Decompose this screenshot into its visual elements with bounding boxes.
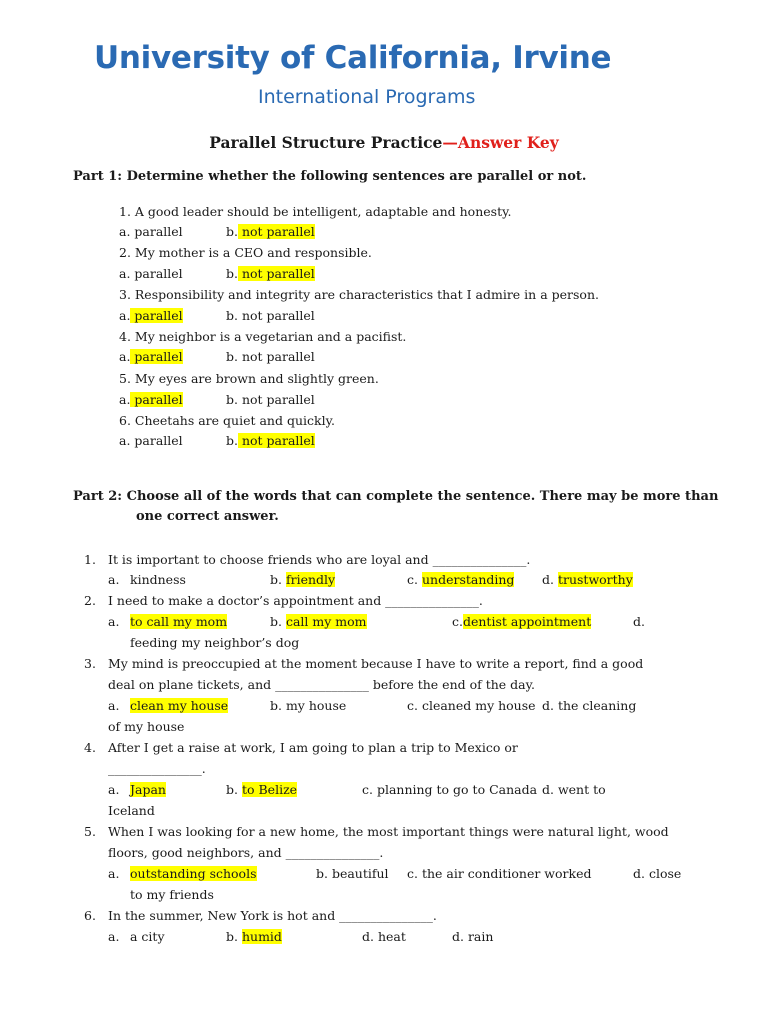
part2-q3-text-line2: deal on plane tickets, and _______________ before the end of the day. <box>108 677 535 692</box>
part2-q1-option-d <box>542 572 633 588</box>
highlighted-answer: outstanding schools <box>130 866 257 881</box>
highlighted-answer: parallel <box>130 349 183 364</box>
option-label: b. <box>226 929 238 944</box>
part2-q3-option-d: d. the cleaning <box>542 698 637 713</box>
part2-q6-option-c: d. heat <box>362 929 406 944</box>
part1-q1-option-a: a. parallel <box>119 224 183 239</box>
part2-q4-option-b <box>226 782 297 798</box>
part2-q6-number: 6. <box>84 908 96 923</box>
part1-q2-option-a: a. parallel <box>119 266 183 281</box>
part1-q1-option-b <box>226 224 315 240</box>
part2-q4-option-d-cont: Iceland <box>108 803 155 818</box>
part1-heading: Part 1: Determine whether the following sentences are parallel or not. <box>73 169 587 184</box>
part2-q5-option-a-label: a. <box>108 866 120 881</box>
part2-q1-option-c <box>407 572 514 588</box>
option-label: c. <box>452 614 463 629</box>
part2-q2-option-d: feeding my neighbor’s dog <box>130 635 300 650</box>
part1-question-4: 4. My neighbor is a vegetarian and a pacifist. <box>119 329 407 344</box>
part2-q5-option-d-cont: to my friends <box>130 887 214 902</box>
part1-q6-option-b <box>226 433 315 449</box>
part2-q5-text-line1: When I was looking for a new home, the most important things were natural light, wood <box>108 824 669 839</box>
option-label: b. <box>226 433 238 448</box>
option-label: a. <box>119 308 131 323</box>
highlighted-answer: friendly <box>285 572 336 587</box>
highlighted-answer: clean my house <box>130 698 229 713</box>
part1-question-1: 1. A good leader should be intelligent, adaptable and honesty. <box>119 204 512 219</box>
part2-q2-number: 2. <box>84 593 96 608</box>
part2-q6-option-d: d. rain <box>452 929 494 944</box>
highlighted-answer: trustworthy <box>557 572 633 587</box>
part2-q1-option-a: kindness <box>130 572 186 587</box>
part2-q1-number: 1. <box>84 552 96 567</box>
part2-q2-option-a <box>130 614 227 630</box>
part2-q3-option-a <box>130 698 228 714</box>
part2-q6-text: In the summer, New York is hot and _______________. <box>108 908 437 923</box>
part2-q6-option-a-label: a. <box>108 929 120 944</box>
option-label: b. <box>270 614 282 629</box>
part2-q5-number: 5. <box>84 824 96 839</box>
part1-question-5: 5. My eyes are brown and slightly green. <box>119 371 379 386</box>
part2-q4-text-line2: _______________. <box>108 761 206 776</box>
part1-q2-option-b <box>226 266 315 282</box>
highlighted-answer: Japan <box>130 782 166 797</box>
part2-q3-option-c: c. cleaned my house <box>407 698 536 713</box>
title-answer-key: Answer Key <box>457 133 559 152</box>
part1-q5-option-b: b. not parallel <box>226 392 315 407</box>
option-label: b. <box>226 266 238 281</box>
option-label: d. <box>542 572 554 587</box>
part1-q4-option-a <box>119 349 183 365</box>
part2-q3-option-b: b. my house <box>270 698 347 713</box>
part1-q4-option-b: b. not parallel <box>226 349 315 364</box>
option-label: b. <box>226 224 238 239</box>
part2-q4-option-a <box>130 782 166 798</box>
part1-question-2: 2. My mother is a CEO and responsible. <box>119 245 372 260</box>
highlighted-answer: not parallel <box>237 266 315 281</box>
part2-q1-option-b <box>270 572 335 588</box>
part2-q4-option-c: c. planning to go to Canada <box>362 782 538 797</box>
part2-q5-text-line2: floors, good neighbors, and _______________. <box>108 845 384 860</box>
part2-q3-text-line1: My mind is preoccupied at the moment because I have to write a report, find a good <box>108 656 644 671</box>
part2-q5-option-a <box>130 866 257 882</box>
highlighted-answer: dentist appointment <box>462 614 592 629</box>
title-dash: — <box>442 133 458 152</box>
highlighted-answer: parallel <box>130 392 183 407</box>
part1-q6-option-a: a. parallel <box>119 433 183 448</box>
highlighted-answer: not parallel <box>237 224 315 239</box>
highlighted-answer: to call my mom <box>130 614 228 629</box>
part2-q1-text: It is important to choose friends who are loyal and _______________. <box>108 552 531 567</box>
part1-question-6: 6. Cheetahs are quiet and quickly. <box>119 413 335 428</box>
option-label: a. <box>119 349 131 364</box>
part2-heading-line2: one correct answer. <box>136 509 279 524</box>
page-title <box>0 133 768 152</box>
part1-q5-option-a <box>119 392 183 408</box>
option-label: a. <box>119 392 131 407</box>
option-label: b. <box>270 572 282 587</box>
highlighted-answer: parallel <box>130 308 183 323</box>
part2-q4-option-d: d. went to <box>542 782 606 797</box>
highlighted-answer: call my mom <box>285 614 367 629</box>
part2-q2-text: I need to make a doctor’s appointment and _______________. <box>108 593 483 608</box>
part2-q2-option-a-label: a. <box>108 614 120 629</box>
part2-q5-option-c: c. the air conditioner worked <box>407 866 592 881</box>
part2-q1-option-a-label: a. <box>108 572 120 587</box>
part2-q3-option-a-label: a. <box>108 698 120 713</box>
part2-q3-option-d-cont: of my house <box>108 719 185 734</box>
part2-q2-option-b <box>270 614 367 630</box>
part2-q3-number: 3. <box>84 656 96 671</box>
part2-q2-option-c <box>452 614 591 630</box>
highlighted-answer: to Belize <box>241 782 298 797</box>
part2-heading-line1: Part 2: Choose all of the words that can complete the sentence. There may be more than <box>73 489 719 504</box>
part2-q5-option-b: b. beautiful <box>316 866 389 881</box>
part1-q3-option-a <box>119 308 183 324</box>
university-logo-subtitle: International Programs <box>258 86 476 108</box>
highlighted-answer: humid <box>241 929 282 944</box>
highlighted-answer: not parallel <box>237 433 315 448</box>
part2-q5-option-d: d. close <box>633 866 682 881</box>
highlighted-answer: understanding <box>421 572 515 587</box>
part2-q6-option-b <box>226 929 282 945</box>
part2-q2-option-d-label: d. <box>633 614 645 629</box>
part1-question-3: 3. Responsibility and integrity are characteristics that I admire in a person. <box>119 287 599 302</box>
part2-q4-text-line1: After I get a raise at work, I am going to plan a trip to Mexico or <box>108 740 518 755</box>
option-label: c. <box>407 572 418 587</box>
part1-q3-option-b: b. not parallel <box>226 308 315 323</box>
title-main: Parallel Structure Practice <box>209 133 443 152</box>
option-label: b. <box>226 782 238 797</box>
part2-q4-option-a-label: a. <box>108 782 120 797</box>
part2-q4-number: 4. <box>84 740 96 755</box>
part2-q6-option-a: a city <box>130 929 165 944</box>
university-logo-title: University of California, Irvine <box>94 40 612 76</box>
